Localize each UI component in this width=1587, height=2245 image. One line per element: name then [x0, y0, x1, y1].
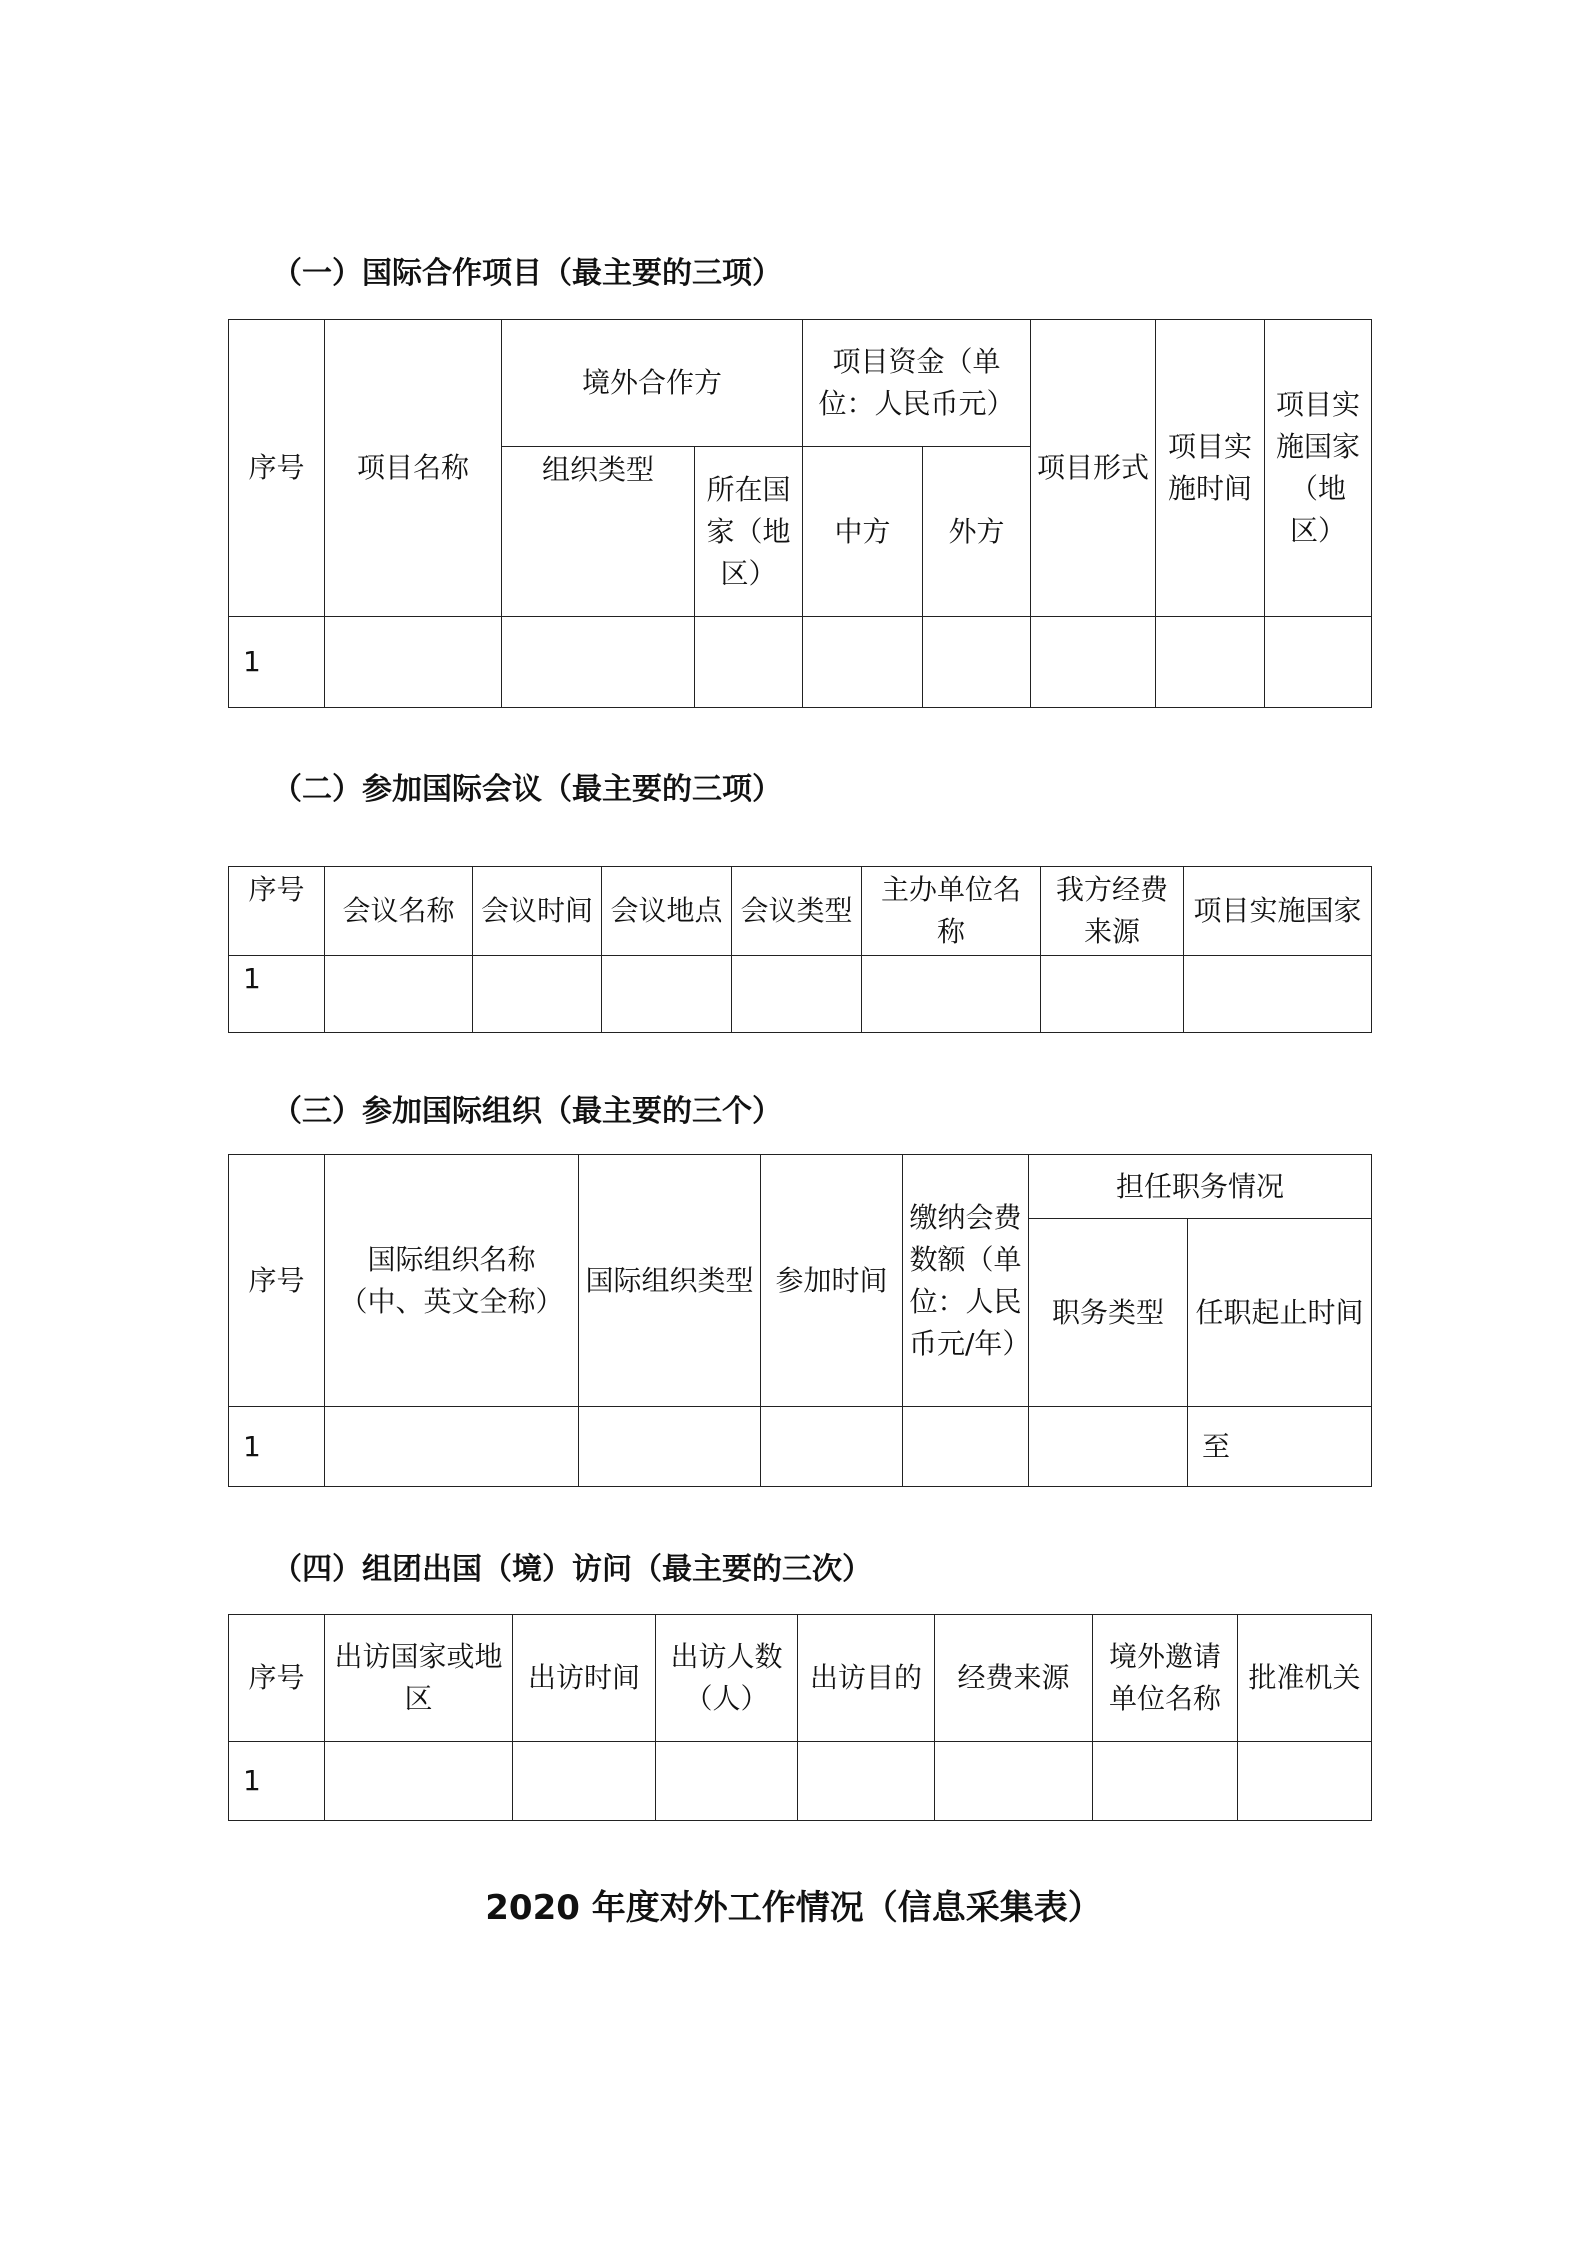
row-number: 1	[229, 1742, 325, 1821]
header-duty-period: 任职起止时间	[1188, 1219, 1372, 1407]
intl-cooperation-table	[228, 319, 1372, 708]
cell-conference-time	[473, 956, 602, 1033]
header-country: 项目实施国家	[1184, 867, 1372, 956]
header-project-fund: 项目资金（单位：人民币元）	[803, 320, 1031, 447]
header-membership-fee: 缴纳会费数额（单位：人民币元/年）	[903, 1155, 1029, 1407]
section-4-heading: （四）组团出国（境）访问（最主要的三次）	[272, 1552, 872, 1587]
header-funding-source: 经费来源	[935, 1615, 1093, 1742]
cell-conference-place	[602, 956, 732, 1033]
cell-host-org	[862, 956, 1041, 1033]
cell-duty-period: 至	[1188, 1407, 1372, 1487]
section-3-heading: （三）参加国际组织（最主要的三个）	[272, 1094, 782, 1129]
cell-org-type	[502, 617, 695, 708]
header-host-org: 主办单位名称	[862, 867, 1041, 956]
row-number: 1	[229, 1407, 325, 1487]
table-row	[229, 1742, 1372, 1821]
cell-foreign-side	[923, 617, 1031, 708]
header-conference-type: 会议类型	[732, 867, 862, 956]
header-funding-source: 我方经费来源	[1041, 867, 1184, 956]
cell-duty-type	[1029, 1407, 1188, 1487]
section-1-heading: （一）国际合作项目（最主要的三项）	[272, 256, 782, 291]
header-project-form: 项目形式	[1031, 320, 1156, 617]
cell-membership-fee	[903, 1407, 1029, 1487]
header-org-type: 国际组织类型	[579, 1155, 761, 1407]
cell-visit-people	[656, 1742, 798, 1821]
header-conference-time: 会议时间	[473, 867, 602, 956]
row-number: 1	[229, 956, 325, 1033]
header-seq: 序号	[229, 867, 325, 956]
header-visit-purpose: 出访目的	[798, 1615, 935, 1742]
cell-cn-side	[803, 617, 923, 708]
table-row	[229, 1407, 1372, 1487]
header-join-time: 参加时间	[761, 1155, 903, 1407]
cell-visit-country	[325, 1742, 513, 1821]
cell-partner-country	[695, 617, 803, 708]
header-org-type: 组织类型	[502, 447, 695, 617]
header-duty-type: 职务类型	[1029, 1219, 1188, 1407]
cell-conference-name	[325, 956, 473, 1033]
row-number: 1	[229, 617, 325, 708]
cell-org-type	[579, 1407, 761, 1487]
cell-project-form	[1031, 617, 1156, 708]
header-seq: 序号	[229, 1615, 325, 1742]
header-org-name: 国际组织名称（中、英文全称）	[325, 1155, 579, 1407]
cell-funding-source	[935, 1742, 1093, 1821]
cell-org-name	[325, 1407, 579, 1487]
outbound-visit-table	[228, 1614, 1372, 1821]
table-row	[229, 956, 1372, 1033]
header-cn-side: 中方	[803, 447, 923, 617]
section-2-heading: （二）参加国际会议（最主要的三项）	[272, 772, 782, 807]
header-project-country: 项目实施国家（地区）	[1265, 320, 1372, 617]
cell-country	[1184, 956, 1372, 1033]
cell-project-name	[325, 617, 502, 708]
header-project-time: 项目实施时间	[1156, 320, 1265, 617]
header-partner-country: 所在国家（地区）	[695, 447, 803, 617]
header-project-name: 项目名称	[325, 320, 502, 617]
header-visit-country: 出访国家或地区	[325, 1615, 513, 1742]
cell-inviting-org	[1093, 1742, 1238, 1821]
header-inviting-org: 境外邀请单位名称	[1093, 1615, 1238, 1742]
table-row	[229, 617, 1372, 708]
cell-project-time	[1156, 617, 1265, 708]
header-approving-authority: 批准机关	[1238, 1615, 1372, 1742]
cell-funding-source	[1041, 956, 1184, 1033]
document-title: 2020 年度对外工作情况（信息采集表）	[485, 1888, 1102, 1928]
header-visit-people: 出访人数（人）	[656, 1615, 798, 1742]
header-conference-place: 会议地点	[602, 867, 732, 956]
header-conference-name: 会议名称	[325, 867, 473, 956]
header-foreign-partner: 境外合作方	[502, 320, 803, 447]
cell-join-time	[761, 1407, 903, 1487]
intl-conference-table	[228, 866, 1372, 1033]
header-seq: 序号	[229, 320, 325, 617]
cell-visit-purpose	[798, 1742, 935, 1821]
header-visit-time: 出访时间	[513, 1615, 656, 1742]
cell-approving-authority	[1238, 1742, 1372, 1821]
cell-visit-time	[513, 1742, 656, 1821]
header-foreign-side: 外方	[923, 447, 1031, 617]
header-seq: 序号	[229, 1155, 325, 1407]
header-duty-info: 担任职务情况	[1029, 1155, 1372, 1219]
cell-project-country	[1265, 617, 1372, 708]
cell-conference-type	[732, 956, 862, 1033]
intl-organization-table	[228, 1154, 1372, 1487]
